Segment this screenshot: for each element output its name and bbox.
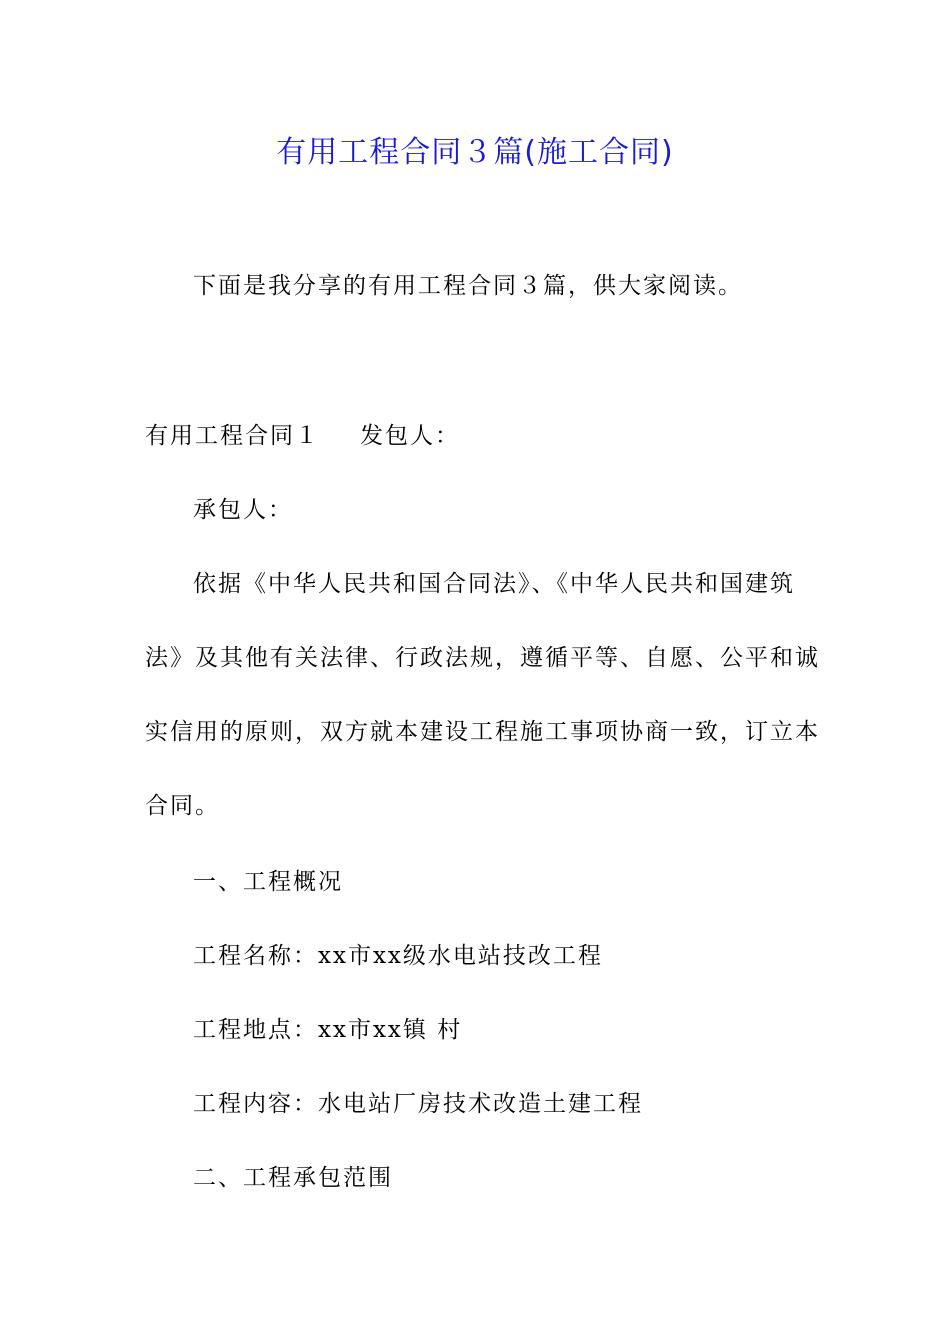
contract-heading: 有用工程合同１	[145, 423, 320, 449]
project-content: 工程内容：水电站厂房技术改造土建工程	[193, 1091, 643, 1117]
paragraph-line: 实信用的原则，双方就本建设工程施工事项协商一致，订立本	[145, 719, 820, 745]
project-location: 工程地点：xx市xx镇 村	[193, 1017, 463, 1043]
party-a-label: 发包人：	[360, 423, 460, 449]
paragraph-line: 依据《中华人民共和国合同法》、《中华人民共和国建筑	[193, 571, 795, 597]
paragraph-line: 法》及其他有关法律、行政法规，遵循平等、自愿、公平和诚	[145, 645, 820, 671]
party-b-label: 承包人：	[193, 497, 293, 523]
document-title: 有用工程合同３篇(施工合同)	[276, 135, 674, 170]
contract-heading-line	[145, 416, 805, 456]
intro-paragraph: 下面是我分享的有用工程合同３篇，供大家阅读。	[193, 273, 743, 299]
section-heading: 二、工程承包范围	[193, 1165, 393, 1191]
section-heading: 一、工程概况	[193, 869, 343, 895]
paragraph-line: 合同。	[145, 793, 220, 819]
project-name: 工程名称：xx市xx级水电站技改工程	[193, 943, 603, 969]
